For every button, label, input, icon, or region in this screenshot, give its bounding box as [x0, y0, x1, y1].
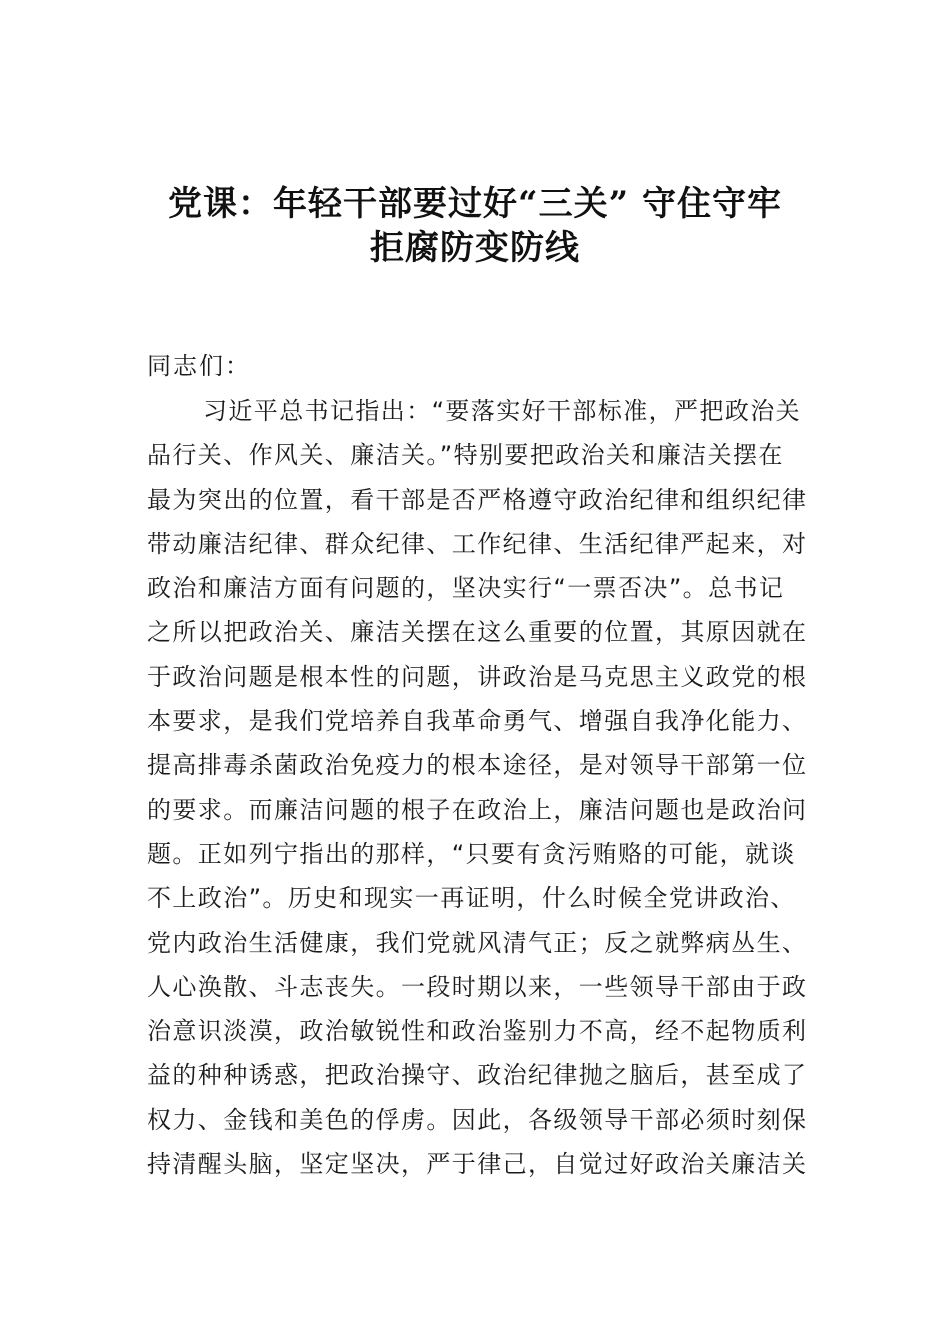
paragraph-line: 提高排毒杀菌政治免疫力的根本途径，是对领导干部第一位 — [147, 751, 808, 780]
paragraph-line: 习近平总书记指出：“要落实好干部标准，严把政治关 — [203, 397, 802, 425]
document-title-line-2: 拒腐防变防线 — [370, 228, 580, 268]
paragraph-line: 品行关、作风关、廉洁关。”特别要把政治关和廉洁关摆在 — [147, 441, 784, 470]
paragraph-line: 不上政治”。历史和现实一再证明，什么时候全党讲政治、 — [147, 884, 796, 913]
paragraph-line: 带动廉洁纪律、群众纪律、工作纪律、生活纪律严起来，对 — [147, 529, 808, 558]
paragraph-line: 益的种种诱惑，把政治操守、政治纪律抛之脑后，甚至成了 — [147, 1061, 808, 1090]
paragraph-line: 题。正如列宁指出的那样，“只要有贪污贿赂的可能，就谈 — [147, 839, 796, 868]
paragraph-line: 治意识淡漠，政治敏锐性和政治鉴别力不高，经不起物质利 — [147, 1017, 808, 1046]
paragraph-line: 持清醒头脑，坚定坚决，严于律己，自觉过好政治关廉洁关 — [147, 1150, 808, 1179]
paragraph-line: 的要求。而廉洁问题的根子在政治上，廉洁问题也是政治问 — [147, 795, 808, 824]
paragraph-line: 之所以把政治关、廉洁关摆在这么重要的位置，其原因就在 — [147, 618, 808, 647]
paragraph-line: 本要求，是我们党培养自我革命勇气、增强自我净化能力、 — [147, 707, 808, 736]
paragraph-line: 党内政治生活健康，我们党就风清气正；反之就弊病丛生、 — [147, 928, 808, 957]
body-paragraph — [147, 389, 812, 1186]
paragraph-line: 权力、金钱和美色的俘虏。因此，各级领导干部必须时刻保 — [147, 1105, 808, 1134]
paragraph-line: 政治和廉洁方面有问题的，坚决实行“一票否决”。总书记 — [147, 574, 785, 603]
document-title-line-1: 党课：年轻干部要过好“三关” 守住守牢 — [168, 184, 782, 224]
paragraph-line: 人心涣散、斗志丧失。一段时期以来，一些领导干部由于政 — [147, 972, 808, 1001]
paragraph-line: 于政治问题是根本性的问题，讲政治是马克思主义政党的根 — [147, 662, 808, 691]
salutation: 同志们： — [147, 352, 251, 380]
paragraph-line: 最为突出的位置，看干部是否严格遵守政治纪律和组织纪律 — [147, 485, 808, 514]
